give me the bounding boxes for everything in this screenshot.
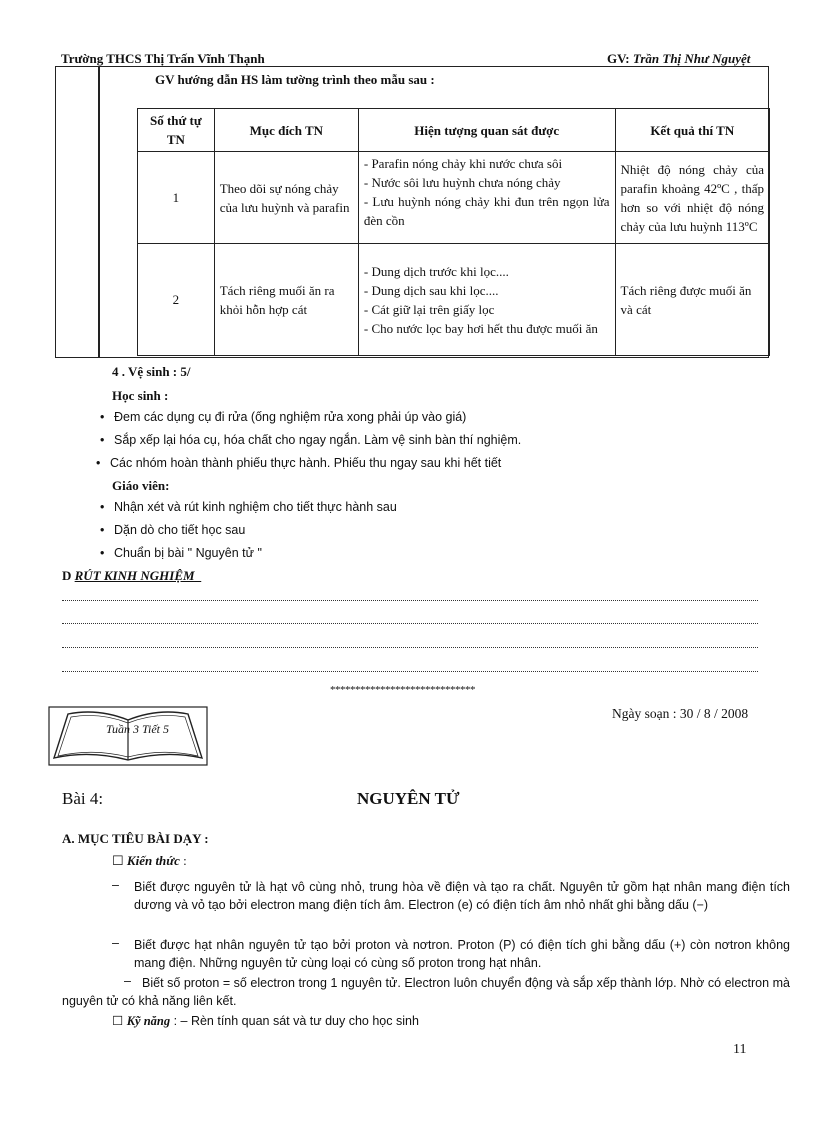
dotted-line [62,623,758,624]
list-item: • Chuẩn bị bài " Nguyên tử " [100,546,262,560]
section-4-title: 4 . Vệ sinh : 5/ [112,364,191,379]
teacher-prefix: GV: [607,51,633,66]
dotted-line [62,600,758,601]
dash-icon: – [112,878,119,892]
dash-icon: – [124,974,131,988]
bullet-icon: • [96,456,101,470]
knowledge-heading: ☐ Kiến thức : [112,853,187,868]
page-number: 11 [733,1042,747,1057]
star-divider: ***************************** [330,684,475,696]
list-item: Biết số proton = số electron trong 1 nguyên tử. Electron luôn chuyển động và sắp xếp thành lớp. Nhờ có electron mà nguyên tử có khả năng liên kết. [62,976,790,1008]
school-name: Trường THCS Thị Trấn Vĩnh Thạnh [61,51,265,66]
observation-line: - Nước sôi lưu huỳnh chưa nóng chảy [363,175,561,190]
dotted-line [62,671,758,672]
bullet-icon: • [100,500,105,514]
lesson-title: NGUYÊN TỬ [357,789,460,808]
table-row [138,152,770,244]
header-no: Số thứ tự TN [138,109,215,152]
list-item: • Sắp xếp lại hóa cụ, hóa chất cho ngay ngắn. Làm vệ sinh bàn thí nghiệm. [100,433,522,447]
week-lesson-label: Tuần 3 Tiết 5 [106,722,170,736]
section-d-title: D RÚT KINH NGHIỆM_ [62,568,202,583]
row-purpose: Theo dõi sự nóng chảy của lưu huỳnh và parafin [214,152,358,244]
lesson-number: Bài 4: [62,789,104,808]
row-purpose: Tách riêng muối ăn ra khỏi hỗn hợp cát [214,244,358,356]
observation-line: - Parafin nóng chảy khi nước chưa sôi [363,156,563,171]
header-purpose: Mục đích TN [214,109,358,152]
bullet-icon: • [100,523,105,537]
header-observation: Hiện tượng quan sát được [358,109,615,152]
row-result: Nhiệt độ nóng chảy của parafin khoảng 42ºC , thấp hơn so với nhiệt độ nóng chảy của lưu huỳnh 113ºC [615,152,769,244]
list-item: • Đem các dụng cụ đi rửa (ống nghiệm rửa xong phải úp vào giá) [100,410,467,424]
row-result: Tách riêng được muối ăn và cát [615,244,769,356]
table-header-row [138,109,770,152]
observation-line: - Dung dịch sau khi lọc.... [363,282,499,298]
instruction-text: GV hướng dẫn HS làm tường trình theo mẫu sau : [155,72,435,87]
list-item: • Dặn dò cho tiết học sau [100,523,246,537]
students-label: Học sinh : [112,388,169,403]
list-item: Biết được hạt nhân nguyên tử tạo bởi proton và nơtron. Proton (P) có điện tích ghi bằng dấu (+) còn nơtron không mang điện. Những nguyên tử cùng loại có cùng số proton trong hạt nhân. [134,938,790,970]
bullet-icon: • [100,433,105,447]
skill-heading: ☐ Kỹ năng : – Rèn tính quan sát và tư duy cho học sinh [112,1014,419,1028]
dotted-line [62,647,758,648]
bullet-icon: • [100,546,105,560]
row-no: 1 [138,152,215,244]
observation-line: - Cát giữ lại trên giấy lọc [363,301,495,317]
bullet-icon: • [100,410,105,424]
teacher-header [607,51,750,67]
dash-icon: – [112,936,119,950]
week-badge [48,706,208,766]
table-row [138,244,770,356]
row-observations [358,152,615,244]
observation-line: - Cho nước lọc bay hơi hết thu được muối ăn [363,320,598,336]
list-item: • Các nhóm hoàn thành phiếu thực hành. Phiếu thu ngay sau khi hết tiết [96,456,502,470]
observation-line: - Lưu huỳnh nóng chảy khi đun trên ngọn lửa đèn cồn [363,194,610,228]
experiment-table [137,108,770,356]
frame-divider-double [99,66,100,358]
checkbox-icon: ☐ [112,1014,127,1028]
teacher-label: Giáo viên: [112,478,170,493]
row-observations [358,244,615,356]
observation-line: - Dung dịch trước khi lọc.... [363,263,509,279]
list-item: • Nhận xét và rút kinh nghiệm cho tiết thực hành sau [100,500,397,514]
checkbox-icon: ☐ [112,853,127,868]
list-item: Biết được nguyên tử là hạt vô cùng nhỏ, trung hòa về điện và tạo ra chất. Nguyên tử gồm hạt nhân mang điện tích dương và vỏ tạo bởi electron mang điện tích âm. Electron (e) có điện tích âm nhỏ nhất ghi bằng dấu (−) [134,880,790,912]
prep-date: Ngày soạn : 30 / 8 / 2008 [612,706,749,721]
header-result: Kết quả thí TN [615,109,769,152]
section-a-title: A. MỤC TIÊU BÀI DẠY : [62,831,209,846]
row-no: 2 [138,244,215,356]
teacher-name: Trần Thị Như Nguyệt [632,51,751,66]
